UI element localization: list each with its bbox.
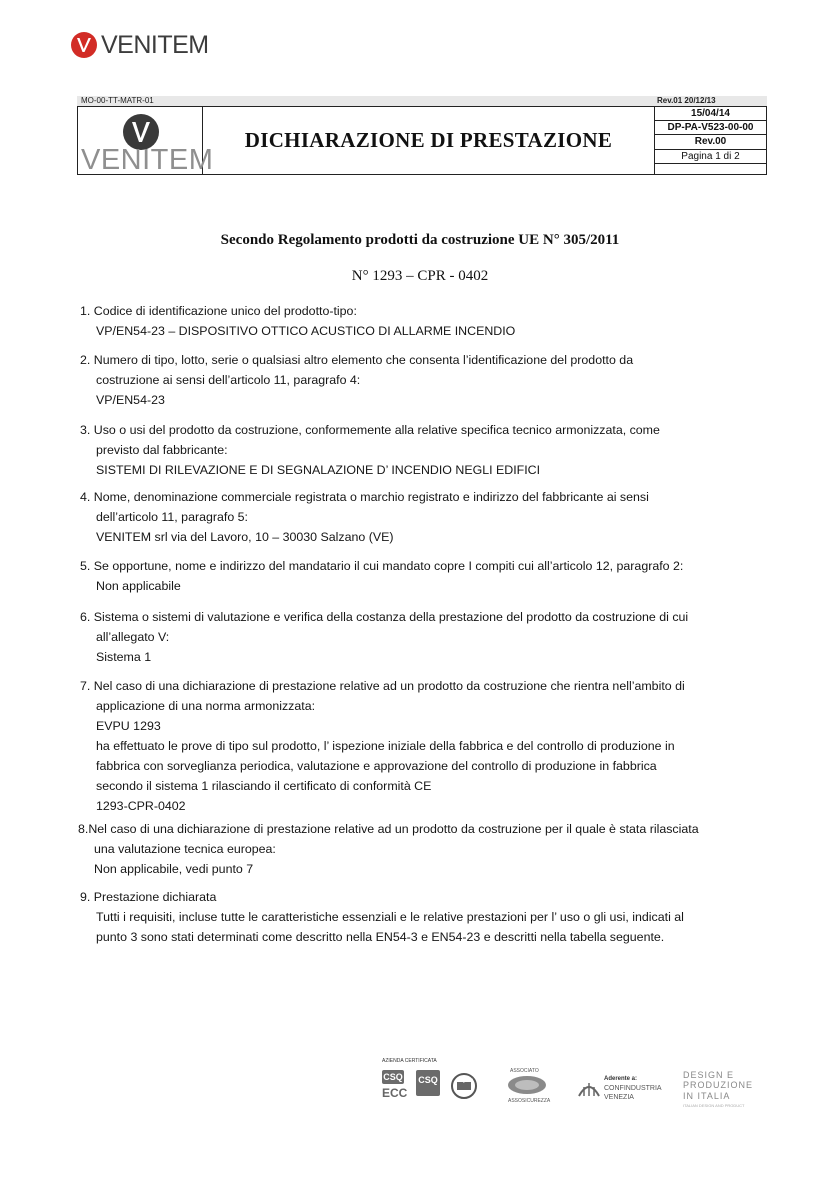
item-line: Non applicabile, vedi punto 7 <box>94 862 254 876</box>
item-line: punto 3 sono stati determinati come descritto nella EN54-3 e EN54-23 e descritti nella tabella seguente. <box>96 930 665 944</box>
item-7 <box>80 676 760 816</box>
item-line: Sistema 1 <box>96 650 152 664</box>
regulation-subtitle: Secondo Regolamento prodotti da costruzione UE N° 305/2011 <box>220 232 620 248</box>
item-3 <box>80 420 760 480</box>
ecc-badge: ECC <box>382 1086 408 1100</box>
item-line: fabbrica con sorveglianza periodica, valutazione e approvazione del controllo di produzione in fabbrica <box>96 759 657 773</box>
header-brand-name: VENITEM <box>81 144 214 176</box>
item-line: 8.Nel caso di una dichiarazione di prestazione relative ad un prodotto da costruzione per il quale è stata rilasciata <box>78 822 699 836</box>
item-8 <box>78 819 758 879</box>
item-line: 5. Se opportune, nome e indirizzo del mandatario il cui mandato copre I compiti cui all’articolo 12, paragrafo 2: <box>80 559 684 573</box>
design-line-3: IN ITALIA <box>683 1091 731 1101</box>
doc-code-strip <box>77 96 767 106</box>
design-line-2: PRODUZIONE <box>683 1080 754 1090</box>
item-line: 1293-CPR-0402 <box>96 799 186 813</box>
item-line: 1. Codice di identificazione unico del prodotto-tipo: <box>80 304 357 318</box>
brand-name: VENITEM <box>101 30 209 59</box>
meta-doc-id: DP-PA-V523-00-00 <box>655 121 766 135</box>
header-logo-cell <box>78 107 214 176</box>
item-line: 3. Uso o usi del prodotto da costruzione, conformemente alla relative specifica tecnico armonizzata, come <box>80 423 660 437</box>
venitem-logo-icon <box>70 31 98 59</box>
item-line: 6. Sistema o sistemi di valutazione e verifica della costanza della prestazione del prodotto da costruzione di cui <box>80 610 689 624</box>
item-line: una valutazione tecnica europea: <box>94 842 276 856</box>
item-line: all’allegato V: <box>96 630 170 644</box>
item-line: ha effettuato le prove di tipo sul prodotto, l’ ispezione iniziale della fabbrica e del controllo di produzione in <box>96 739 675 753</box>
item-line: previsto dal fabbricante: <box>96 443 228 457</box>
item-line: VP/EN54-23 – DISPOSITIVO OTTICO ACUSTICO DI ALLARME INCENDIO <box>96 324 516 338</box>
item-line: VENITEM srl via del Lavoro, 10 – 30030 Salzano (VE) <box>96 530 394 544</box>
csq-badge: CSQ <box>383 1072 403 1082</box>
item-1 <box>80 301 760 341</box>
assosicurezza-logo-icon <box>506 1074 548 1096</box>
assosicurezza-label: ASSOSICUREZZA <box>508 1098 551 1104</box>
brand-logo <box>70 30 209 60</box>
item-line: 2. Numero di tipo, lotto, serie o qualsiasi altro elemento che consenta l’identificazione del prodotto da <box>80 353 634 367</box>
certified-label: AZIENDA CERTIFICATA <box>382 1058 437 1064</box>
csq-badge-2: CSQ <box>416 1070 440 1096</box>
item-line: SISTEMI DI RILEVAZIONE E DI SEGNALAZIONE D’ INCENDIO NEGLI EDIFICI <box>96 463 541 477</box>
iqnet-icon <box>450 1072 478 1100</box>
item-line: Tutti i requisiti, incluse tutte le caratteristiche essenziali e le relative prestazioni per l’ uso o gli usi, indicati al <box>96 910 684 924</box>
aderente-label: Aderente a: <box>604 1076 638 1082</box>
item-line: secondo il sistema 1 rilasciando il certificato di conformità CE <box>96 779 432 793</box>
footer-certifications <box>380 1058 780 1128</box>
item-line: 7. Nel caso di una dichiarazione di prestazione relative ad un prodotto da costruzione che rientra nell’ambito di <box>80 679 685 693</box>
meta-blank <box>655 164 766 177</box>
venezia-label: VENEZIA <box>604 1094 634 1101</box>
item-line: VP/EN54-23 <box>96 393 165 407</box>
confindustria-label: CONFINDUSTRIA <box>604 1085 662 1092</box>
item-4 <box>80 487 760 547</box>
header-meta-cell <box>655 107 766 174</box>
design-line-1: DESIGN E <box>683 1070 735 1080</box>
item-9 <box>80 887 760 947</box>
item-line: EVPU 1293 <box>96 719 161 733</box>
meta-revision: Rev.00 <box>655 135 766 149</box>
certificate-number: N° 1293 – CPR - 0402 <box>351 268 489 284</box>
template-revision: Rev.01 20/12/13 <box>657 96 716 105</box>
document-title: DICHIARAZIONE DI PRESTAZIONE <box>244 128 613 152</box>
header-box <box>77 106 767 175</box>
meta-date: 15/04/14 <box>655 107 766 121</box>
item-line: applicazione di una norma armonizzata: <box>96 699 316 713</box>
iqnet-label: IQNet <box>460 1078 474 1084</box>
item-line: 4. Nome, denominazione commerciale registrata o marchio registrato e indirizzo del fabbricante ai sensi <box>80 490 649 504</box>
item-line: 9. Prestazione dichiarata <box>80 890 217 904</box>
item-5 <box>80 556 760 596</box>
item-2 <box>80 350 760 410</box>
design-line-4: ITALIAN DESIGN AND PRODUCT <box>683 1103 745 1108</box>
doc-code: MO-00-TT-MATR-01 <box>81 96 154 105</box>
meta-page: Pagina 1 di 2 <box>655 150 766 164</box>
assoc-label: ASSOCIATO <box>510 1068 539 1074</box>
item-line: dell’articolo 11, paragrafo 5: <box>96 510 248 524</box>
item-6 <box>80 607 760 667</box>
header-title-cell <box>203 107 655 174</box>
item-line: costruzione ai sensi dell’articolo 11, paragrafo 4: <box>96 373 361 387</box>
item-line: Non applicabile <box>96 579 181 593</box>
confindustria-logo-icon <box>577 1076 601 1100</box>
